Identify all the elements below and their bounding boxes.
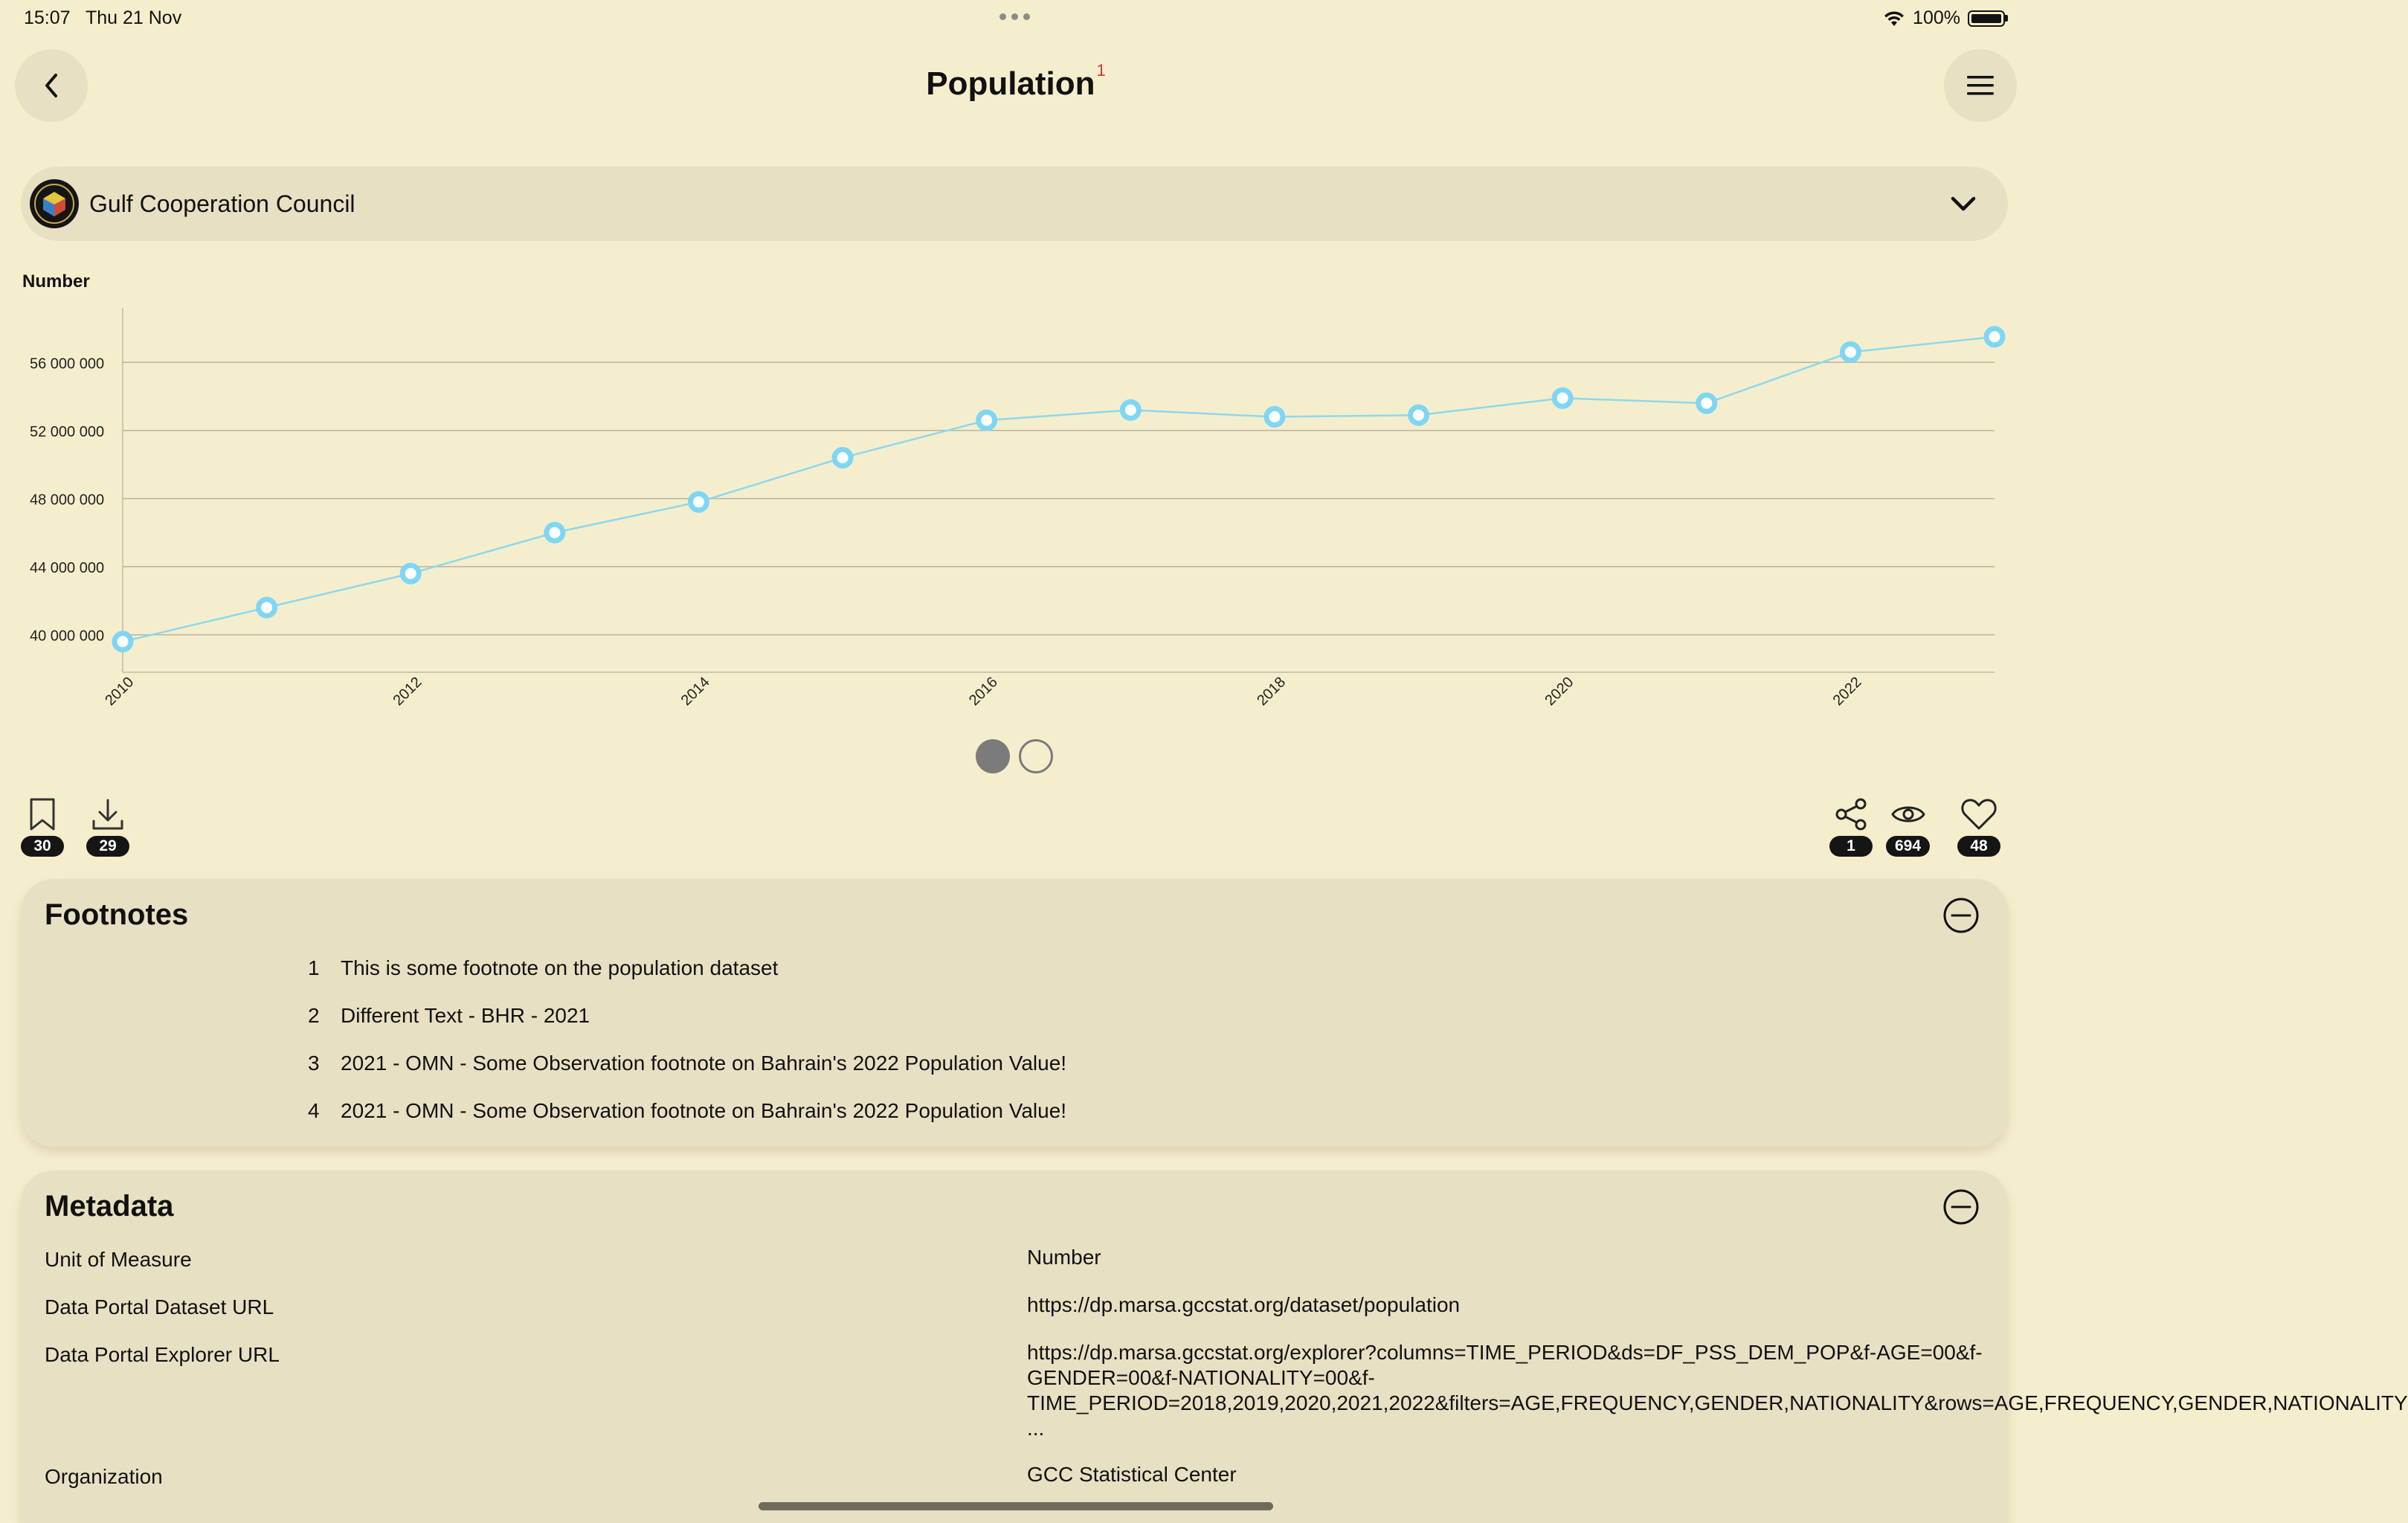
collapse-minus-icon[interactable] xyxy=(1942,897,1980,934)
page-dot-2[interactable] xyxy=(1019,739,1053,773)
gcc-logo-icon xyxy=(30,179,79,228)
metadata-label: Organization xyxy=(45,1465,163,1488)
metadata-explorer-url-link[interactable] xyxy=(1027,1340,2408,1441)
x-tick-label: 2016 xyxy=(965,674,1001,709)
data-point-marker[interactable] xyxy=(1842,344,1858,361)
footnote-text: 2021 - OMN - Some Observation footnote on Bahrain's 2022 Population Value! xyxy=(341,1099,1067,1122)
url-line: GENDER=00&f-NATIONALITY=00&f- xyxy=(1027,1366,1375,1389)
data-point-marker[interactable] xyxy=(979,412,995,428)
data-point-marker[interactable] xyxy=(690,494,706,510)
metadata-label: Data Portal Dataset URL xyxy=(45,1295,274,1318)
series-line xyxy=(123,337,1995,642)
status-date: Thu 21 Nov xyxy=(85,7,182,28)
footnote-text: This is some footnote on the population dataset xyxy=(341,956,779,979)
data-point-marker[interactable] xyxy=(115,634,131,650)
battery-percent: 100% xyxy=(1913,7,1960,28)
download-action[interactable] xyxy=(86,797,129,857)
url-ellipsis: ... xyxy=(1027,1417,1045,1440)
bookmark-action[interactable] xyxy=(21,797,64,857)
footnote-number: 3 xyxy=(308,1052,320,1075)
region-selector[interactable] xyxy=(21,167,2008,241)
wifi-icon xyxy=(1883,10,1905,28)
x-tick-label: 2018 xyxy=(1254,674,1290,709)
bookmark-icon xyxy=(27,797,58,831)
footnote-number: 4 xyxy=(308,1099,320,1122)
metadata-label: Data Portal Explorer URL xyxy=(45,1343,280,1366)
footnote-text: Different Text - BHR - 2021 xyxy=(341,1004,590,1027)
data-point-marker[interactable] xyxy=(1266,409,1283,425)
metadata-title: Metadata xyxy=(45,1190,174,1223)
share-count: 1 xyxy=(1829,836,1873,857)
data-point-marker[interactable] xyxy=(1554,390,1571,406)
y-tick-label: 40 000 000 xyxy=(30,628,105,645)
views-count: 694 xyxy=(1886,836,1930,857)
footnotes-card xyxy=(21,879,2008,1147)
download-icon xyxy=(91,797,125,831)
metadata-dataset-url-link[interactable]: https://dp.marsa.gccstat.org/dataset/population xyxy=(1027,1293,1461,1316)
like-action[interactable] xyxy=(1957,797,2000,857)
data-point-marker[interactable] xyxy=(1699,395,1715,411)
status-time: 15:07 xyxy=(24,7,71,28)
metadata-label: Unit of Measure xyxy=(45,1248,192,1271)
data-point-marker[interactable] xyxy=(834,449,851,466)
x-tick-label: 2022 xyxy=(1829,674,1865,709)
metadata-value: Number xyxy=(1027,1246,1101,1269)
title-footnote-marker[interactable]: 1 xyxy=(1096,61,1106,80)
status-bar-right xyxy=(1883,7,2008,29)
multitasking-handle[interactable] xyxy=(999,13,1030,20)
likes-count: 48 xyxy=(1957,836,2000,857)
data-point-marker[interactable] xyxy=(1411,407,1427,423)
collapse-minus-icon[interactable] xyxy=(1942,1188,1980,1226)
url-line: TIME_PERIOD=2018,2019,2020,2021,2022&filters=AGE,FREQUENCY,GENDER,NATIONALITY&rows=AGE,FREQUENCY,GENDER,NATIONALITY xyxy=(1027,1391,2408,1414)
download-count: 29 xyxy=(86,836,129,857)
region-selector-label: Gulf Cooperation Council xyxy=(89,190,355,217)
share-action[interactable] xyxy=(1829,797,1873,857)
page-title xyxy=(0,61,2032,103)
footnote-text: 2021 - OMN - Some Observation footnote on Bahrain's 2022 Population Value! xyxy=(341,1052,1067,1075)
x-tick-label: 2012 xyxy=(390,674,425,709)
footnotes-title: Footnotes xyxy=(45,898,189,931)
page-title-text: Population xyxy=(926,65,1095,102)
data-point-marker[interactable] xyxy=(547,524,563,541)
data-point-marker[interactable] xyxy=(1986,329,2003,345)
x-tick-label: 2014 xyxy=(677,674,713,709)
y-tick-label: 56 000 000 xyxy=(30,355,105,373)
y-tick-label: 52 000 000 xyxy=(30,423,105,440)
url-line: https://dp.marsa.gccstat.org/explorer?columns=TIME_PERIOD&ds=DF_PSS_DEM_POP&f-AGE=00&f- xyxy=(1027,1341,1983,1364)
menu-button[interactable] xyxy=(1944,49,2017,122)
heart-icon xyxy=(1960,797,1997,831)
bookmark-count: 30 xyxy=(21,836,64,857)
battery-icon xyxy=(1968,10,2008,27)
data-point-marker[interactable] xyxy=(1122,402,1139,418)
footnote-number: 1 xyxy=(308,956,320,979)
footnote-number: 2 xyxy=(308,1004,320,1027)
eye-icon xyxy=(1890,797,1926,831)
data-point-marker[interactable] xyxy=(259,599,275,616)
page-dot-1[interactable] xyxy=(976,739,1010,773)
x-tick-label: 2020 xyxy=(1542,674,1577,709)
views-indicator xyxy=(1886,797,1930,857)
metadata-value: GCC Statistical Center xyxy=(1027,1463,1237,1486)
status-bar-time xyxy=(24,7,181,29)
y-tick-label: 44 000 000 xyxy=(30,560,105,577)
chevron-down-icon xyxy=(1948,189,1978,219)
home-indicator[interactable] xyxy=(759,1502,1273,1510)
chart-page-indicator[interactable] xyxy=(976,739,1053,773)
hamburger-menu-icon xyxy=(1966,74,1995,97)
y-tick-label: 48 000 000 xyxy=(30,492,105,509)
chart-y-axis-label: Number xyxy=(22,271,90,292)
data-point-marker[interactable] xyxy=(402,565,419,582)
population-line-chart[interactable] xyxy=(0,297,2032,721)
share-icon xyxy=(1834,797,1868,831)
x-tick-label: 2010 xyxy=(102,674,138,709)
metadata-card xyxy=(21,1171,2408,1523)
